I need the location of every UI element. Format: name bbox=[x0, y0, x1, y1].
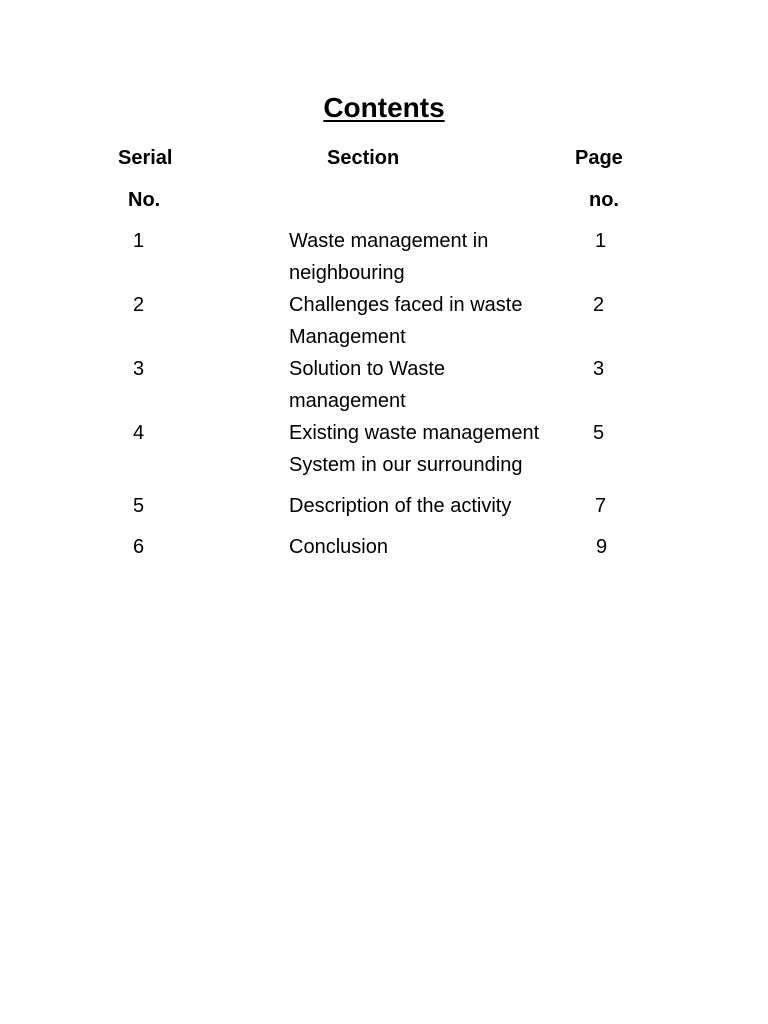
row-4-section-line1: Existing waste management bbox=[289, 422, 540, 444]
page-title bbox=[0, 90, 768, 126]
row-1-page: 1 bbox=[595, 230, 607, 252]
row-4-section-line2: System in our surrounding bbox=[289, 454, 523, 476]
row-1-section-line2: neighbouring bbox=[289, 262, 405, 284]
row-5-serial: 5 bbox=[133, 495, 145, 517]
row-2-section-line1: Challenges faced in waste bbox=[289, 294, 523, 316]
row-4-page: 5 bbox=[593, 422, 605, 444]
row-6-serial: 6 bbox=[133, 536, 145, 558]
row-3-section bbox=[289, 353, 579, 417]
title-text: Contents bbox=[323, 92, 445, 123]
row-3-section-line2: management bbox=[289, 390, 406, 412]
row-2-section bbox=[289, 289, 579, 353]
header-serial-no: No. bbox=[128, 189, 161, 211]
row-2-section-line2: Management bbox=[289, 326, 406, 348]
header-section: Section bbox=[327, 147, 400, 169]
row-3-page: 3 bbox=[593, 358, 605, 380]
row-4-serial: 4 bbox=[133, 422, 145, 444]
row-1-serial: 1 bbox=[133, 230, 145, 252]
header-page: Page bbox=[575, 147, 623, 169]
row-5-page: 7 bbox=[595, 495, 607, 517]
header-serial: Serial bbox=[118, 147, 173, 169]
row-5-section: Description of the activity bbox=[289, 495, 512, 517]
row-3-section-line1: Solution to Waste bbox=[289, 358, 446, 380]
row-2-page: 2 bbox=[593, 294, 605, 316]
row-6-page: 9 bbox=[596, 536, 608, 558]
row-1-section bbox=[289, 225, 579, 289]
row-6-section: Conclusion bbox=[289, 536, 388, 558]
row-4-section bbox=[289, 417, 579, 481]
header-page-no: no. bbox=[589, 189, 619, 211]
row-2-serial: 2 bbox=[133, 294, 145, 316]
row-3-serial: 3 bbox=[133, 358, 145, 380]
row-1-section-line1: Waste management in bbox=[289, 230, 489, 252]
